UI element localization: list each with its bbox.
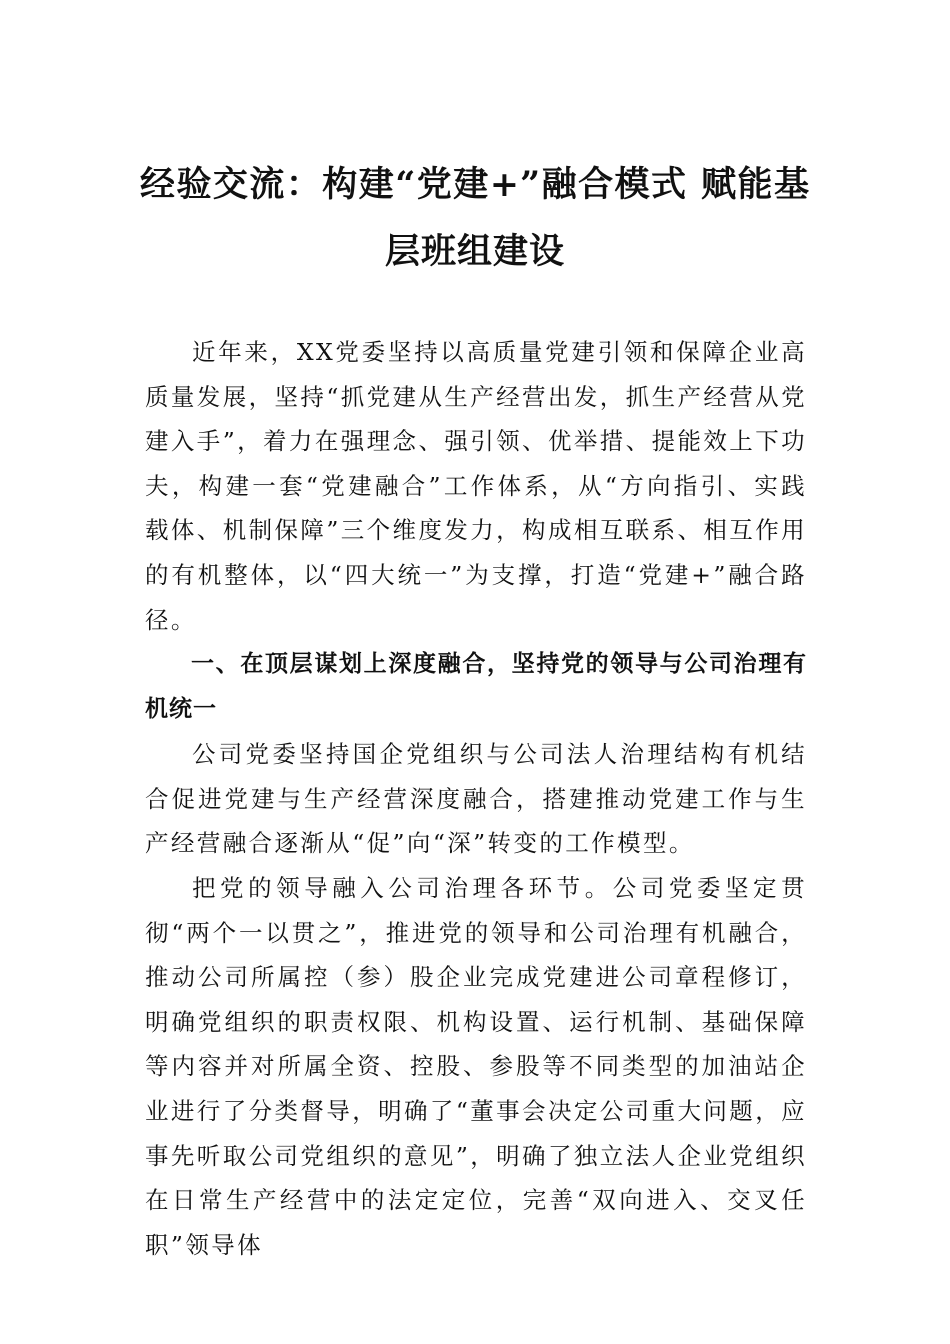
body-paragraph: 把党的领导融入公司治理各环节。公司党委坚定贯彻“两个一以贯之”，推进党的领导和公司治理有机融合，推动公司所属控（参）股企业完成党建进公司章程修订，明确党组织的职责权限、机构设置、运行机制、基础保障等内容并对所属全资、控股、参股等不同类型的加油站企业进行了分类督导，明确了“董事会决定公司重大问题，应事先听取公司党组织的意见”，明确了独立法人企业党组织在日常生产经营中的法定定位，完善“双向进入、交叉任职”领导体 <box>145 873 807 1259</box>
body-paragraph: 公司党委坚持国企党组织与公司法人治理结构有机结合促进党建与生产经营深度融合，搭建推动党建工作与生产经营融合逐渐从“促”向“深”转变的工作模型。 <box>145 740 807 858</box>
document-body <box>145 330 807 1267</box>
section-heading: 一、在顶层谋划上深度融合，坚持党的领导与公司治理有机统一 <box>145 651 807 723</box>
intro-paragraph: 近年来，XX党委坚持以高质量党建引领和保障企业高质量发展，坚持“抓党建从生产经营出发，抓生产经营从党建入手”，着力在强理念、强引领、优举措、提能效上下功夫，构建一套“党建融合”工作体系，从“方向指引、实践载体、机制保障”三个维度发力，构成相互联系、相互作用的有机整体，以“四大统一”为支撑，打造“党建+”融合路径。 <box>145 338 807 634</box>
document-title-line-1: 经验交流：构建“党建+”融合模式 赋能基 <box>140 164 810 205</box>
document-title-line-2: 层班组建设 <box>384 231 565 272</box>
